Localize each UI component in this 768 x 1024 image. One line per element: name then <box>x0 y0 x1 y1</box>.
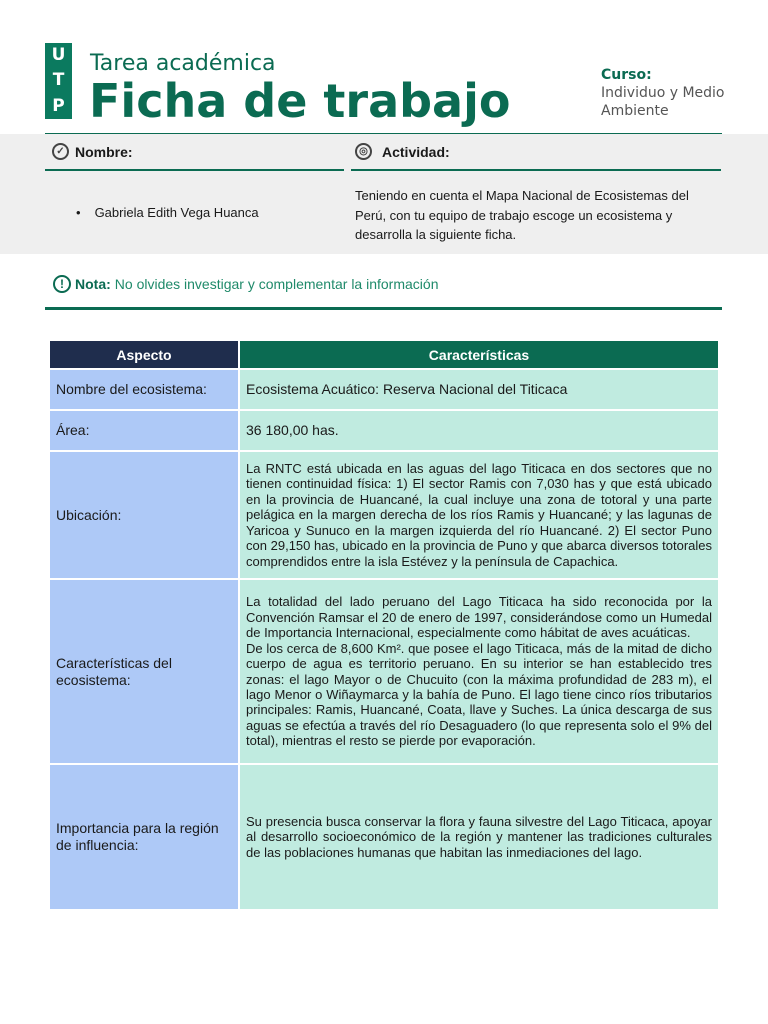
target-icon: ◎ <box>355 143 372 160</box>
bullet-icon: • <box>76 205 81 220</box>
nota-text: No olvides investigar y complementar la información <box>114 276 439 292</box>
logo-letter-u: U <box>51 45 66 66</box>
page-title: Ficha de trabajo <box>89 74 511 128</box>
curso-value: Individuo y Medio Ambiente <box>601 85 725 119</box>
nombre-header <box>52 143 133 160</box>
actividad-text: Teniendo en cuenta el Mapa Nacional de Ecosistemas del Perú, con tu equipo de trabajo escoge un ecosistema y desarrolla la siguiente ficha. <box>355 188 689 242</box>
nombre-underline <box>45 169 344 171</box>
curso-label: Curso: <box>601 67 652 83</box>
header-caracteristicas: Características <box>240 341 718 368</box>
nota-label: Nota: <box>75 276 111 292</box>
nota-divider <box>45 307 722 310</box>
table-row <box>50 765 718 909</box>
aspecto-cell: Importancia para la región de influencia: <box>50 765 238 909</box>
table-row <box>50 452 718 578</box>
caracteristica-cell: Su presencia busca conservar la flora y fauna silvestre del Lago Titicaca, apoyar al desarrollo socioeconómico de la región y mantener las tradiciones culturales de las poblaciones humanas que habitan las inmediaciones del lago. <box>240 765 718 909</box>
caracteristica-cell <box>240 580 718 763</box>
caracteristica-cell: Ecosistema Acuático: Reserva Nacional del Titicaca <box>240 370 718 409</box>
aspecto-cell: Nombre del ecosistema: <box>50 370 238 409</box>
header-aspecto: Aspecto <box>50 341 238 368</box>
student-list-item <box>76 205 259 220</box>
exclamation-icon: ! <box>53 275 71 293</box>
ficha-table <box>48 339 720 911</box>
aspecto-cell: Área: <box>50 411 238 450</box>
caracteristica-paragraph: La totalidad del lado peruano del Lago Titicaca ha sido reconocida por la Convención Ramsar el 20 de enero de 1997, considerándose como un Humedal de Importancia Internacional, especialmente como hábitat de aves acuáticas. <box>246 594 712 641</box>
caracteristica-paragraph: De los cerca de 8,600 Km². que posee el lago Titicaca, más de la mitad de dicho cuerpo de agua es territorio peruano. En su interior se han establecido tres zonas: el lago Mayor o de Chucuito (con la máxima profundidad de 283 m), el lago Menor o Wiñaymarca y la bahía de Puno. El lago tiene cinco ríos tributarios principales: Ramis, Huancané, Coata, llave y Suches. La única descarga de sus aguas se efectúa a través del río Desaguadero (lo que representa solo el 9% del total), mientras el resto se pierde por evaporación. <box>246 640 712 749</box>
table-header-row <box>50 341 718 368</box>
nombre-label: Nombre: <box>75 143 133 160</box>
student-name: Gabriela Edith Vega Huanca <box>94 205 259 220</box>
check-circle-icon: ✓ <box>52 143 69 160</box>
caracteristica-cell: La RNTC está ubicada en las aguas del lago Titicaca en dos sectores que no tienen continuidad física: 1) El sector Ramis con 7,030 has y que está ubicado en la provincia de Huancané, la cual incluye una zona de totoral y una parte pelágica en la margen derecha de los ríos Ramis y Huancané; y las lagunas de Yaricoa y Sunuco en la margen izquierda del río Huancané. 2) El sector Puno con 29,150 has, ubicado en la provincia de Puno y que abarca diversos totorales comprendidos entre la isla Estévez y la península de Capachica. <box>240 452 718 578</box>
table-row <box>50 370 718 409</box>
aspecto-cell: Ubicación: <box>50 452 238 578</box>
logo-letter-p: P <box>52 95 65 116</box>
utp-logo <box>45 43 72 119</box>
table-row <box>50 411 718 450</box>
actividad-header <box>355 143 450 160</box>
nota <box>53 275 438 293</box>
actividad-label: Actividad: <box>382 143 450 160</box>
table-row <box>50 580 718 763</box>
caracteristica-cell: 36 180,00 has. <box>240 411 718 450</box>
actividad-underline <box>351 169 721 171</box>
aspecto-cell: Características del ecosistema: <box>50 580 238 763</box>
logo-letter-t: T <box>52 70 65 91</box>
page-subtitle: Tarea académica <box>90 51 276 76</box>
